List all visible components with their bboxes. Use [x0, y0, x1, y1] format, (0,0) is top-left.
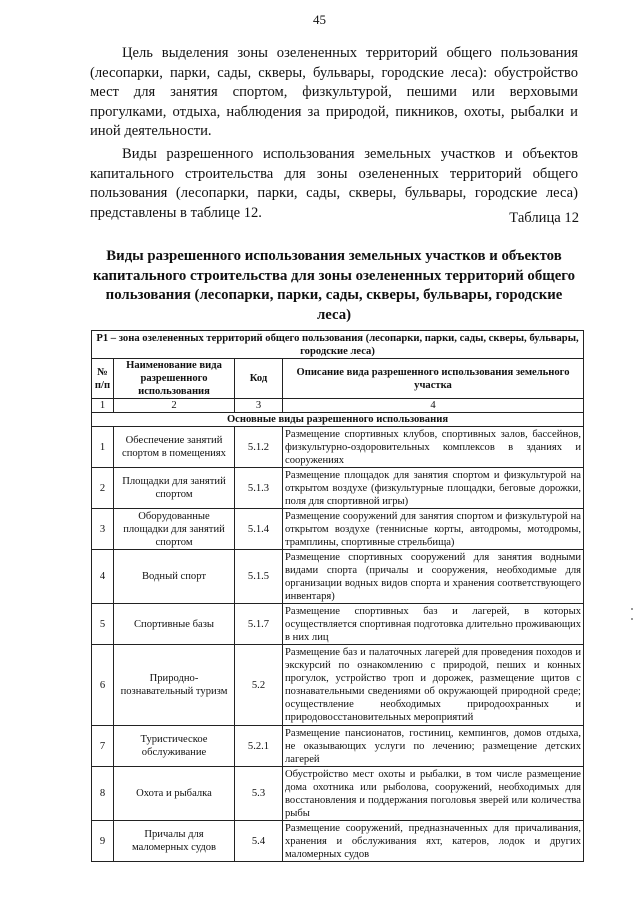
row-number: 7 — [92, 726, 114, 767]
table-heading: Виды разрешенного использования земельных участков и объектов капитального строительства для зоны озелененных территорий общего пользования (лесопарки, парки, сады, скверы, бульвары, городские леса) — [92, 248, 576, 323]
row-use-name: Обеспечение занятий спортом в помещениях — [114, 427, 235, 468]
table-row — [92, 645, 584, 726]
row-use-name: Площадки для занятий спортом — [114, 468, 235, 509]
table-row — [92, 821, 584, 862]
header-code: Код — [235, 359, 283, 399]
column-number: 2 — [114, 399, 235, 413]
row-description: Размещение баз и палаточных лагерей для проведения походов и экскурсий по ознакомлению с природой, пеших и конных прогулок, устройство троп и дорожек, размещение щитов с познавательными сведениями об окружающей природной среде; осуществление необходимых природоохранных и природовосстановительных мероприятий — [283, 645, 584, 726]
row-number: 8 — [92, 767, 114, 821]
row-use-name: Туристическое обслуживание — [114, 726, 235, 767]
paragraph-table-reference: Виды разрешенного использования земельных участков и объектов капитального строительства для зоны озелененных территорий общего пользования (лесопарки, парки, сады, скверы, бульвары, городские леса) представлены в таблице 12. — [90, 146, 578, 221]
row-code: 5.3 — [235, 767, 283, 821]
row-number: 5 — [92, 604, 114, 645]
row-description: Размещение сооружений, предназначенных для причаливания, хранения и обслуживания яхт, катеров, лодок и других маломерных судов — [283, 821, 584, 862]
row-use-name: Причалы для маломерных судов — [114, 821, 235, 862]
row-number: 1 — [92, 427, 114, 468]
table-row — [92, 468, 584, 509]
row-number: 2 — [92, 468, 114, 509]
page-number: 45 — [313, 12, 326, 27]
row-use-name: Спортивные базы — [114, 604, 235, 645]
scan-marks — [631, 600, 635, 640]
header-description: Описание вида разрешенного использования земельного участка — [283, 359, 584, 399]
row-number: 3 — [92, 509, 114, 550]
row-code: 5.1.4 — [235, 509, 283, 550]
table-row — [92, 550, 584, 604]
table-label: Таблица 12 — [509, 210, 579, 226]
row-description: Размещение спортивных сооружений для занятия водными видами спорта (причалы и сооружения, необходимые для организации водных видов спорта и хранения соответствующего инвентаря) — [283, 550, 584, 604]
table-row — [92, 726, 584, 767]
row-description: Размещение спортивных баз и лагерей, в которых осуществляется спортивная подготовка длительно проживающих в них лиц — [283, 604, 584, 645]
row-code: 5.4 — [235, 821, 283, 862]
row-code: 5.1.2 — [235, 427, 283, 468]
section-title-row — [92, 413, 584, 427]
row-use-name: Природно-познавательный туризм — [114, 645, 235, 726]
row-use-name: Охота и рыбалка — [114, 767, 235, 821]
column-number: 4 — [283, 399, 584, 413]
row-code: 5.1.5 — [235, 550, 283, 604]
row-code: 5.2.1 — [235, 726, 283, 767]
row-description: Размещение пансионатов, гостиниц, кемпингов, домов отдыха, не оказывающих услуги по лечению; размещение детских лагерей — [283, 726, 584, 767]
table-row — [92, 604, 584, 645]
table-row — [92, 767, 584, 821]
row-code: 5.1.3 — [235, 468, 283, 509]
permitted-use-table — [91, 330, 584, 862]
row-code: 5.1.7 — [235, 604, 283, 645]
row-number: 9 — [92, 821, 114, 862]
header-number: № п/п — [92, 359, 114, 399]
row-number: 6 — [92, 645, 114, 726]
row-use-name: Оборудованные площадки для занятий спортом — [114, 509, 235, 550]
row-description: Размещение площадок для занятия спортом и физкультурой на открытом воздухе (физкультурные площадки, беговые дорожки, поля для спортивной игры) — [283, 468, 584, 509]
table-row — [92, 509, 584, 550]
row-description: Размещение сооружений для занятия спортом и физкультурой на открытом воздухе (теннисные корты, автодромы, мотодромы, трамплины, спортивные стрельбища) — [283, 509, 584, 550]
table-row — [92, 427, 584, 468]
paragraph-purpose: Цель выделения зоны озелененных территорий общего пользования (лесопарки, парки, сады, скверы, бульвары, городские леса): обустройство мест для занятия спортом, физкультурой, пешими или верховыми прогулками, отдыха, наблюдения за природой, пикников, охоты, рыбалки и иной деятельности. — [90, 45, 578, 140]
row-description: Размещение спортивных клубов, спортивных залов, бассейнов, физкультурно-оздоровительных комплексов в зданиях и сооружениях — [283, 427, 584, 468]
zone-title-row — [92, 331, 584, 359]
zone-title: Р1 – зона озелененных территорий общего пользования (лесопарки, парки, сады, скверы, бульвары, городские леса) — [92, 331, 584, 359]
row-use-name: Водный спорт — [114, 550, 235, 604]
column-number: 1 — [92, 399, 114, 413]
section-title: Основные виды разрешенного использования — [92, 413, 584, 427]
row-description: Обустройство мест охоты и рыбалки, в том числе размещение дома охотника или рыболова, сооружений, необходимых для восстановления и поддержания поголовья зверей или количества рыбы — [283, 767, 584, 821]
column-number-row — [92, 399, 584, 413]
header-name: Наименование вида разрешенного использования — [114, 359, 235, 399]
row-number: 4 — [92, 550, 114, 604]
header-row — [92, 359, 584, 399]
row-code: 5.2 — [235, 645, 283, 726]
column-number: 3 — [235, 399, 283, 413]
